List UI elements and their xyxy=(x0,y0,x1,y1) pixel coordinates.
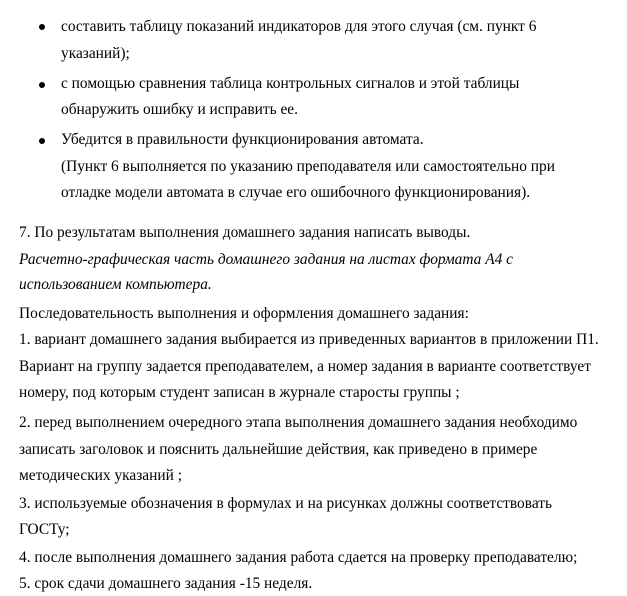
bullet-3-line-1: Убедится в правильности функционирования автомата. xyxy=(61,131,424,148)
step-3-line-2: ГОСТу; xyxy=(19,521,70,538)
step-1-line-2: Вариант на группу задается преподавателем, а номер задания в варианте соответствует xyxy=(19,358,591,375)
bullet-1-line-1: составить таблицу показаний индикаторов для этого случая (см. пункт 6 xyxy=(61,18,537,35)
bullet-3-line-3: отладке модели автомата в случае его ошибочного функционирования). xyxy=(61,184,531,201)
step-4: 4. после выполнения домашнего задания работа сдается на проверку преподавателю; xyxy=(19,549,578,566)
step-1-line-3: номеру, под которым студент записан в журнале старосты группы ; xyxy=(19,384,460,401)
italic-note-line-2: использованием компьютера. xyxy=(19,276,212,293)
bullet-marker-3 xyxy=(39,138,45,144)
step-3-line-1: 3. используемые обозначения в формулах и на рисунках должны соответствовать xyxy=(19,495,552,512)
step-2-line-3: методических указаний ; xyxy=(19,467,182,484)
bullet-marker-1 xyxy=(39,24,45,30)
sequence-heading: Последовательность выполнения и оформления домашнего задания: xyxy=(19,305,469,322)
bullet-2-line-1: с помощью сравнения таблица контрольных сигналов и этой таблицы xyxy=(61,75,520,92)
step-5: 5. срок сдачи домашнего задания -15 неделя. xyxy=(19,575,313,592)
step-1-line-1: 1. вариант домашнего задания выбирается из приведенных вариантов в приложении П1. xyxy=(19,331,599,348)
bullet-2-line-2: обнаружить ошибку и исправить ее. xyxy=(61,101,298,118)
step-2-line-2: записать заголовок и пояснить дальнейшие действия, как приведено в примере xyxy=(19,441,538,458)
item-7-conclusions: 7. По результатам выполнения домашнего задания написать выводы. xyxy=(19,224,471,241)
bullet-1-line-2: указаний); xyxy=(61,45,130,62)
italic-note-line-1: Расчетно-графическая часть домашнего задания на листах формата А4 с xyxy=(19,251,513,268)
bullet-marker-2 xyxy=(39,82,45,88)
step-2-line-1: 2. перед выполнением очередного этапа выполнения домашнего задания необходимо xyxy=(19,414,578,431)
bullet-3-line-2: (Пункт 6 выполняется по указанию преподавателя или самостоятельно при xyxy=(61,158,555,175)
